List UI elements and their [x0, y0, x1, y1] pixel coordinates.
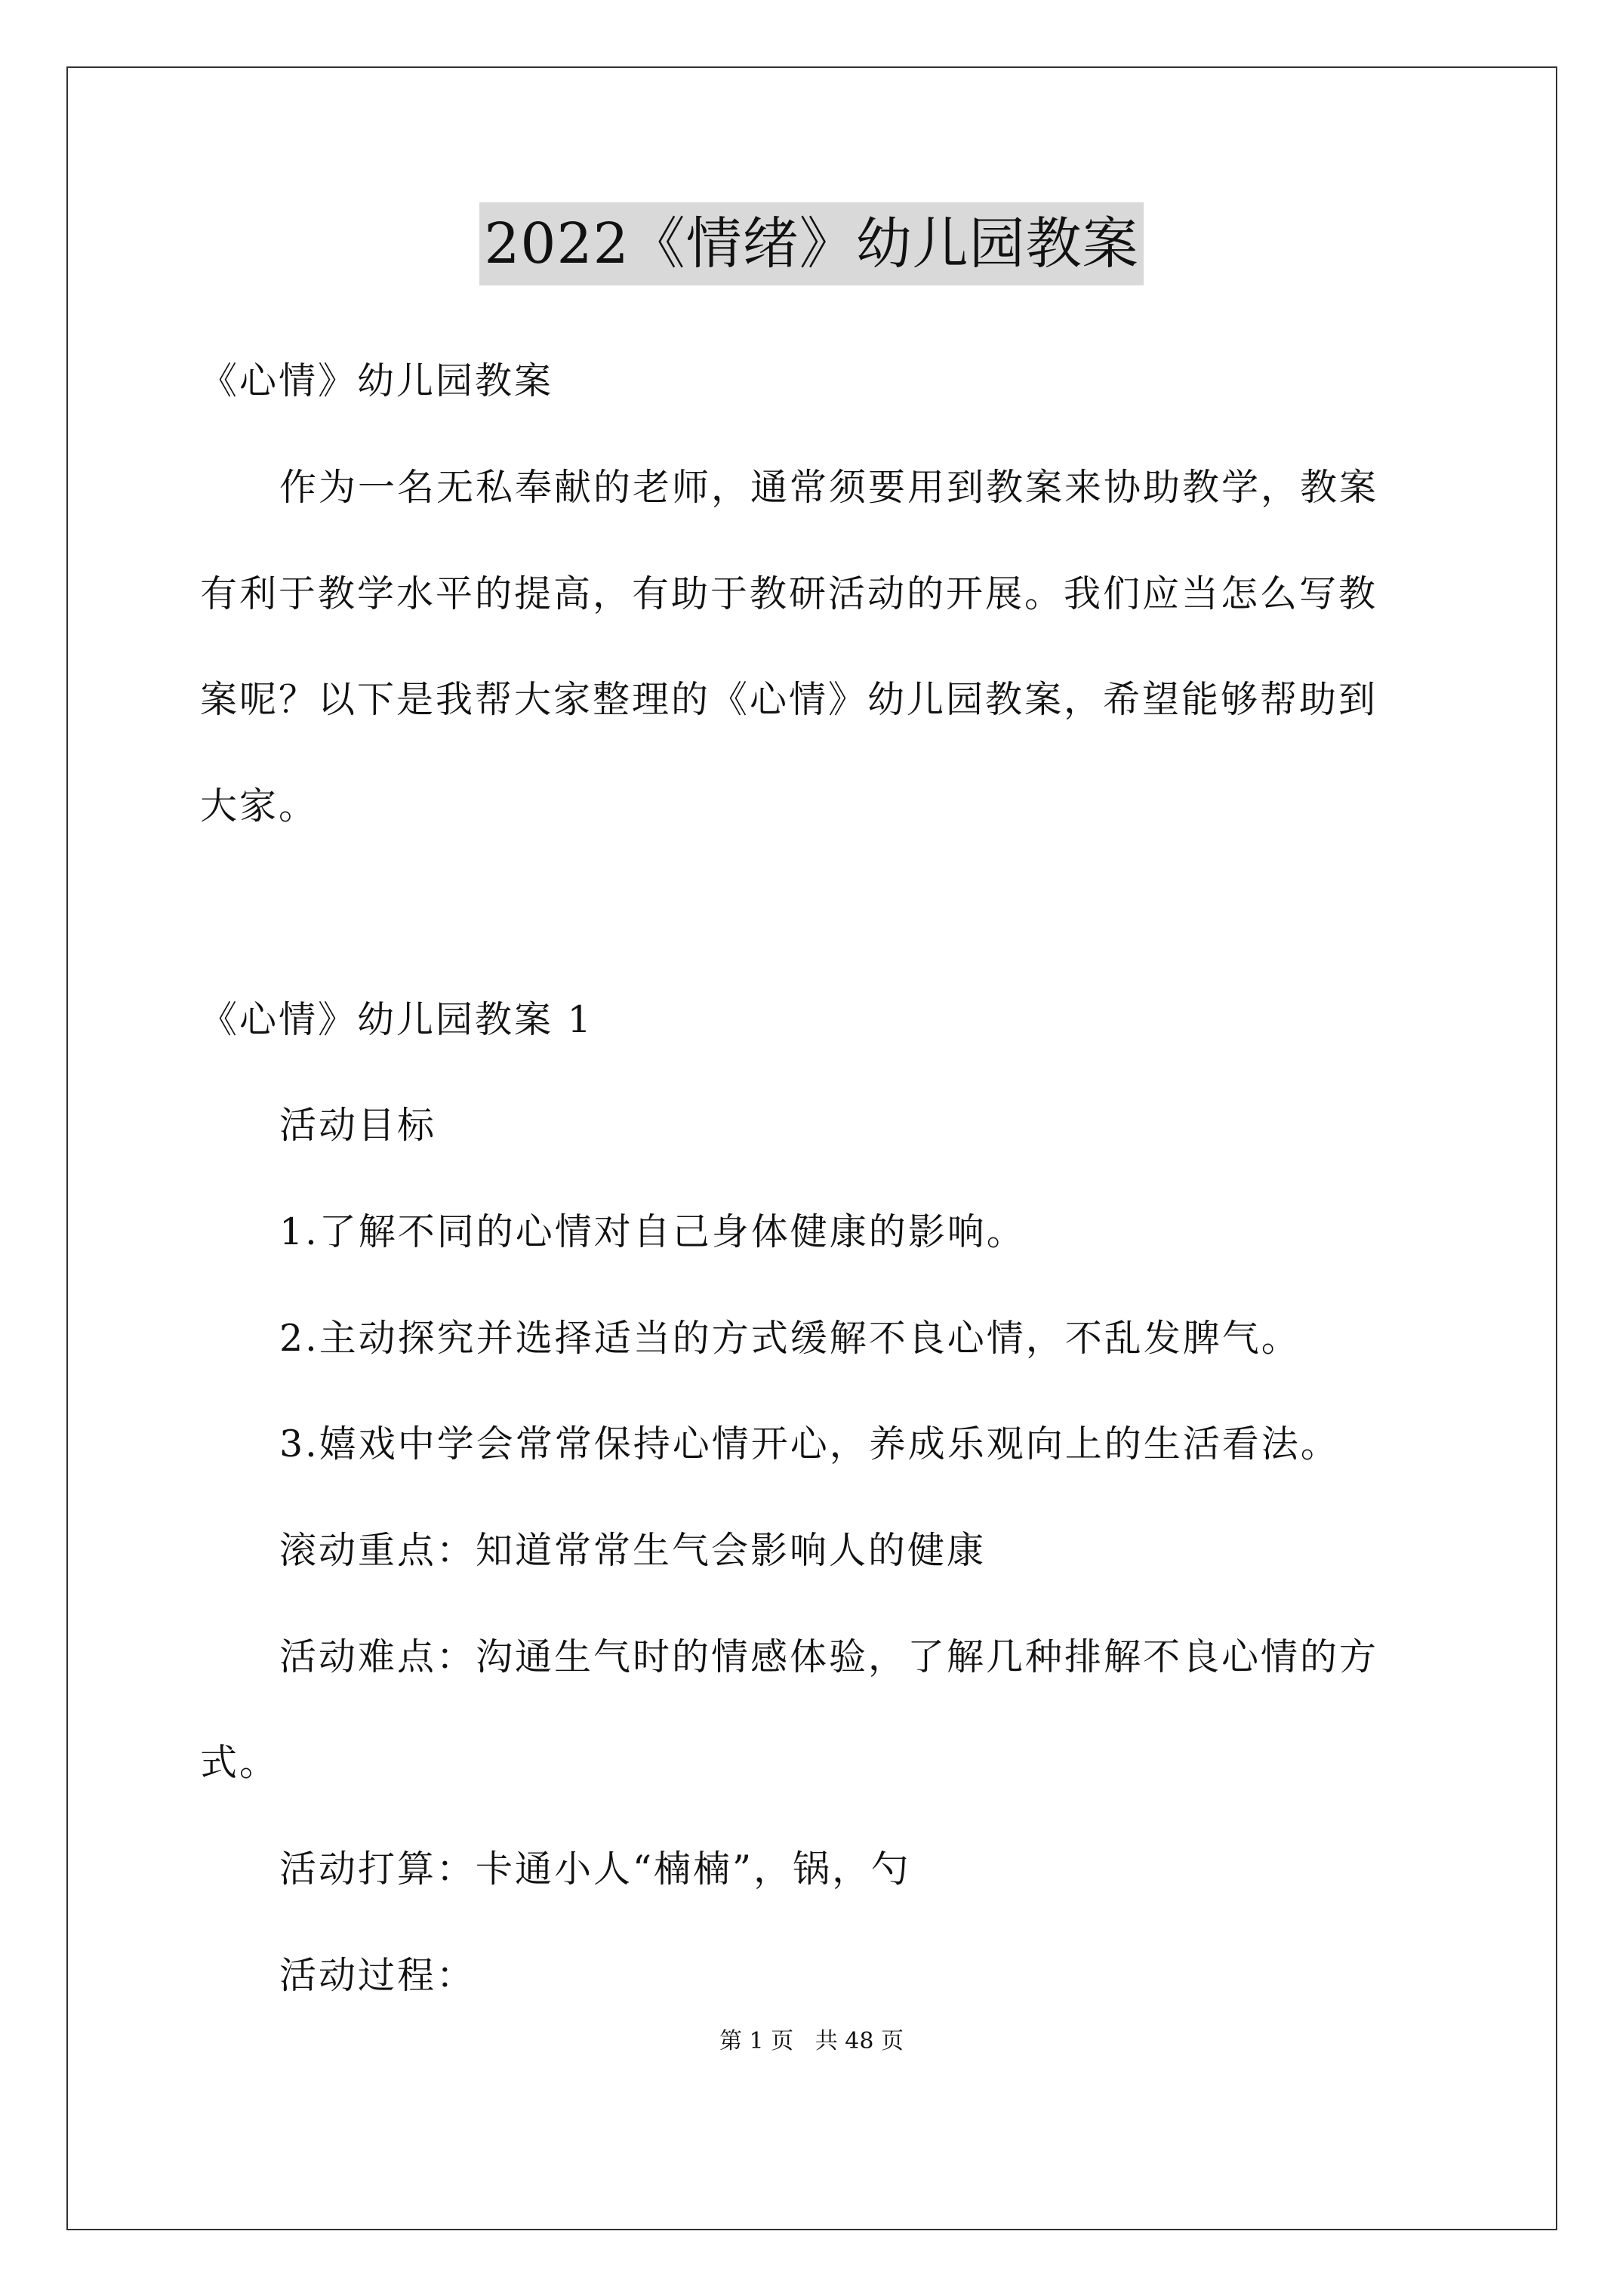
- page-footer: 第 1 页 共 48 页: [719, 2028, 904, 2054]
- goal-item-1: 1.了解不同的心情对自己身体健康的影响。: [279, 1210, 1026, 1253]
- difficulty-line-1: 活动难点：沟通生气时的情感体验，了解几种排解不良心情的方: [279, 1635, 1379, 1678]
- preparation: 活动打算：卡通小人“楠楠”，锅，勺: [279, 1848, 911, 1891]
- difficulty-line-2: 式。: [200, 1741, 279, 1784]
- intro-line-1: 作为一名无私奉献的老师，通常须要用到教案来协助教学，教案: [279, 466, 1379, 509]
- key-point: 滚动重点：知道常常生气会影响人的健康: [279, 1529, 987, 1572]
- document-title: 2022《情绪》幼儿园教案: [479, 202, 1143, 285]
- document-subtitle: 《心情》幼儿园教案: [200, 359, 554, 402]
- intro-line-4: 大家。: [200, 784, 319, 827]
- section-heading: 《心情》幼儿园教案 1: [200, 998, 593, 1041]
- intro-line-2: 有利于教学水平的提高，有助于教研活动的开展。我们应当怎么写教: [200, 572, 1378, 615]
- goal-item-2: 2.主动探究并选择适当的方式缓解不良心情，不乱发脾气。: [279, 1317, 1301, 1360]
- activity-goal-heading: 活动目标: [279, 1104, 437, 1147]
- goal-item-3: 3.嬉戏中学会常常保持心情开心，养成乐观向上的生活看法。: [279, 1422, 1340, 1465]
- title-container: [0, 202, 1623, 285]
- process-heading: 活动过程：: [279, 1954, 476, 1997]
- intro-line-3: 案呢？以下是我帮大家整理的《心情》幼儿园教案，希望能够帮助到: [200, 678, 1378, 721]
